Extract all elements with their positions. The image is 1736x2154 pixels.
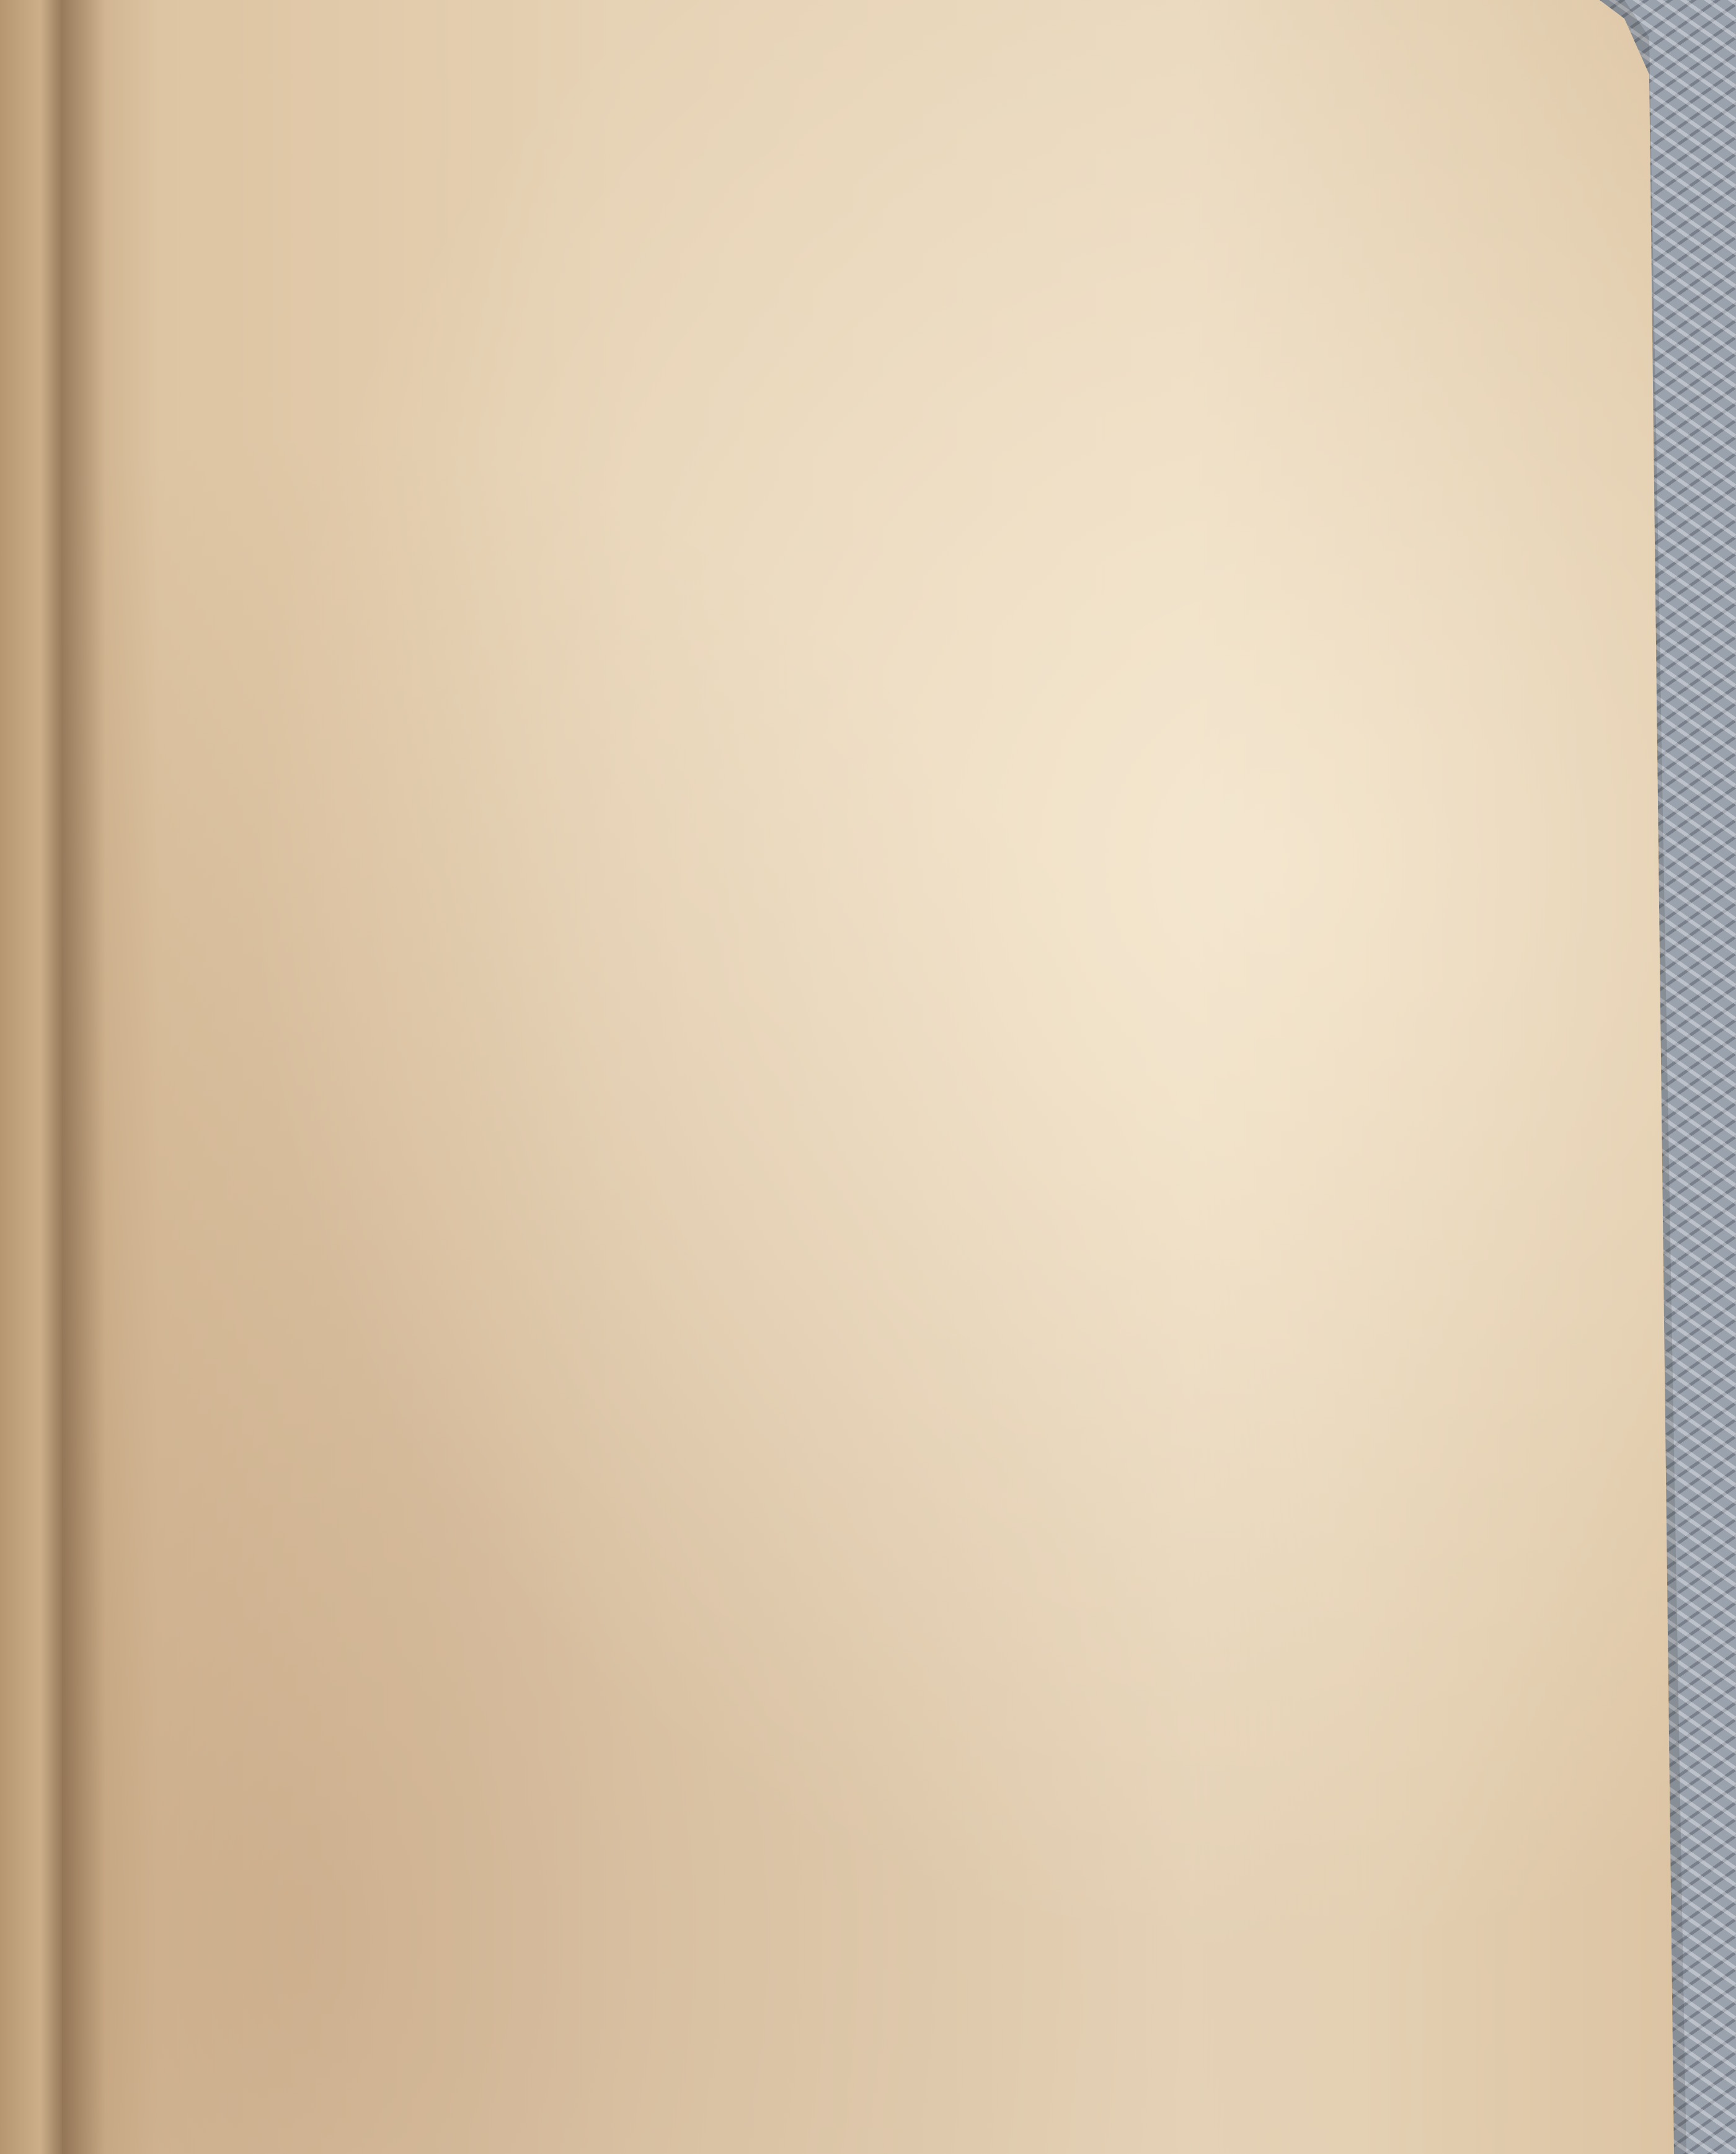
stage-direction [236,128,1550,176]
book-page [62,0,1674,2154]
verse-line [236,198,1550,247]
dropcap-block [236,198,1550,295]
verse-line [236,247,1550,295]
page-text [236,105,1550,295]
left-page-edge [0,0,67,2154]
